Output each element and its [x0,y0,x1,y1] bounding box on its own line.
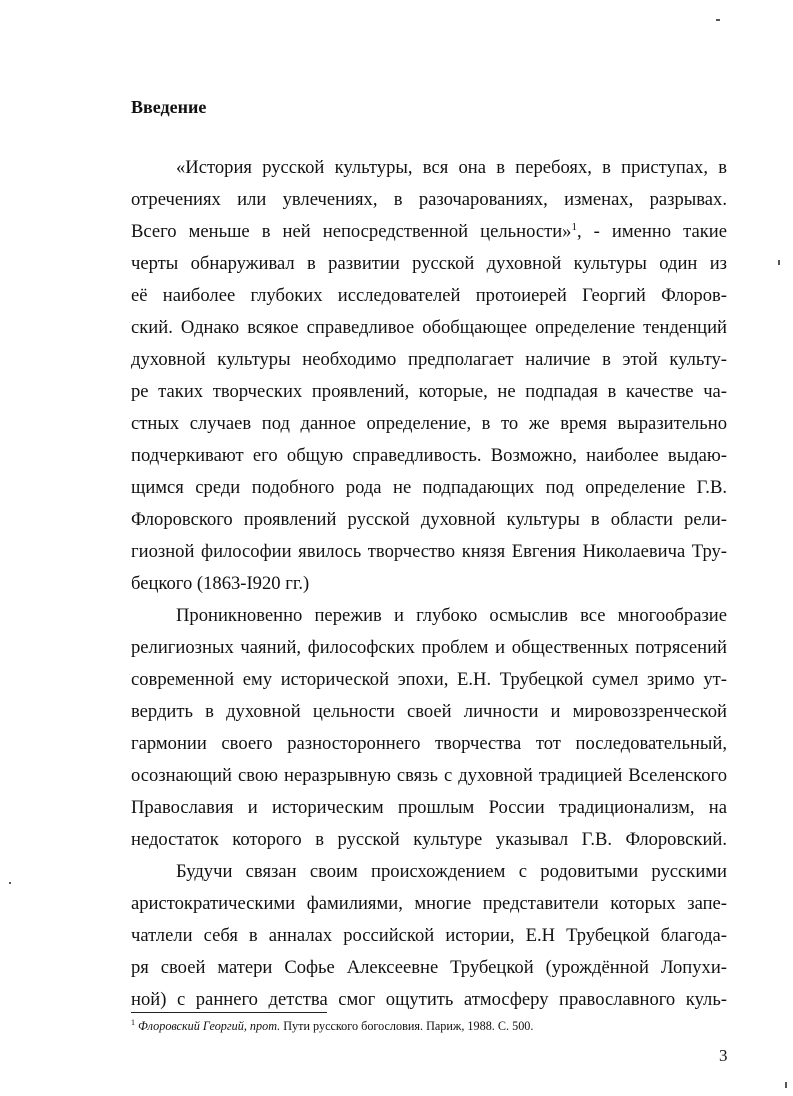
paragraph-1-line-7: духовной культуры необходимо предполагает наличие в этой культу- [131,349,727,370]
paragraph-1-line-6: ский. Однако всякое справедливое обобщающее определение тенденций [131,317,727,338]
paragraph-3-line-2: аристократическими фамилиями, многие представители которых запе- [131,893,727,914]
section-heading: Введение [131,97,207,117]
scan-speck [785,1082,787,1088]
paragraph-1-line-10: подчеркивают его общую справедливость. Возможно, наиболее выдаю- [131,445,727,466]
footnote-text: Пути русского богословия. Париж, 1988. С. 500. [283,1019,534,1033]
paragraph-1-line-9: стных случаев под данное определение, в то же время выразительно [131,413,727,434]
page-number: 3 [719,1046,728,1065]
paragraph-2-line-2: религиозных чаяний, философских проблем и общественных потрясений [131,637,727,658]
quote-end-text: Всего меньше в ней непосредственной цельности» [131,221,572,242]
paragraph-3-line-1: Будучи связан своим происхождением с родовитыми русскими [176,861,727,882]
paragraph-1-line-2: отречениях или увлечениях, в разочарованиях, изменах, разрывах. [131,189,727,210]
paragraph-1-line-12: Флоровского проявлений русской духовной культуры в области рели- [131,509,727,530]
footnote [131,1019,533,1034]
paragraph-1-line-1: «История русской культуры, вся она в перебоях, в приступах, в [176,157,727,178]
paragraph-1-line-5: её наиболее глубоких исследователей протоиерей Георгий Флоров- [131,285,727,306]
paragraph-3-line-5: ной) с раннего детства смог ощутить атмосферу православного куль- [131,989,727,1010]
paragraph-2-line-7: Православия и историческим прошлым России традиционализм, на [131,797,727,818]
paragraph-1-line-11: щимся среди подобного рода не подпадающих под определение Г.В. [131,477,727,498]
scan-speck [778,260,780,265]
quote-tail-text: , - именно такие [576,221,727,242]
scan-speck [716,19,720,21]
paragraph-1-line-8: ре таких творческих проявлений, которые, не подпадая в качестве ча- [131,381,727,402]
paragraph-2-line-1: Проникновенно пережив и глубоко осмыслив все многообразие [176,605,727,626]
paragraph-1-line-14: бецкого (1863-I920 гг.) [131,573,310,594]
paragraph-2-line-5: гармонии своего разностороннего творчества тот последовательный, [131,733,727,754]
paragraph-1-line-13: гиозной философии явилось творчество князя Евгения Николаевича Тру- [131,541,727,562]
footnote-ref-marker[interactable]: 1 [571,220,577,233]
paragraph-1-line-3 [131,221,727,243]
paragraph-1-line-4: черты обнаруживал в развитии русской духовной культуры один из [131,253,727,274]
paragraph-3-line-4: ря своей матери Софье Алексеевне Трубецкой (урождённой Лопухи- [131,957,727,978]
paragraph-2-line-4: вердить в духовной цельности своей личности и мировоззренческой [131,701,727,722]
footnote-author: Флоровский Георгий, прот. [138,1019,281,1033]
footnote-separator [131,1012,327,1013]
paragraph-2-line-6: осознающий свою неразрывную связь с духовной традицией Вселенского [131,765,727,786]
paragraph-2-line-3: современной ему исторической эпохи, Е.Н. Трубецкой сумел зримо ут- [131,669,727,690]
scan-speck [9,882,11,884]
paragraph-3-line-3: чатлели себя в анналах российской истории, Е.Н Трубецкой благода- [131,925,727,946]
paragraph-2-line-8: недостаток которого в русской культуре указывал Г.В. Флоровский. [131,829,727,850]
footnote-number: 1 [131,1017,135,1027]
